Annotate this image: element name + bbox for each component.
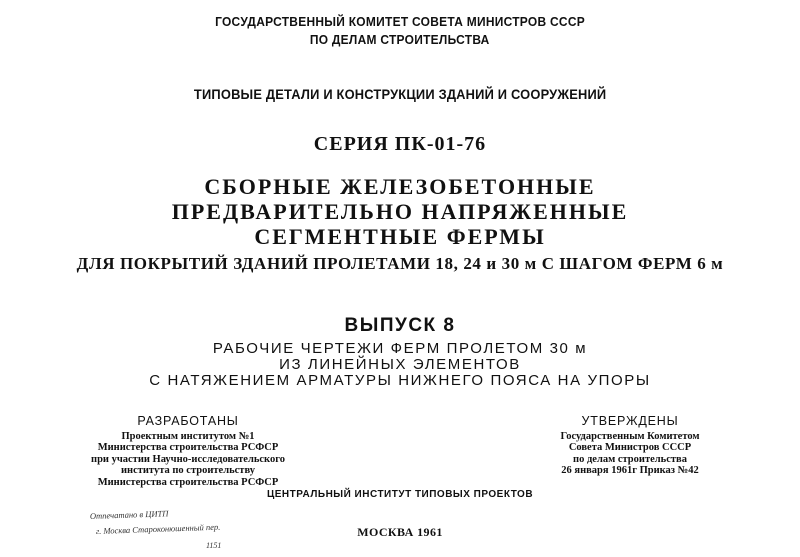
developed-line: Проектным институтом №1 xyxy=(121,430,255,442)
developed-line: при участии Научно-исследовательского xyxy=(91,453,285,465)
issue-line-3: С НАТЯЖЕНИЕМ АРМАТУРЫ НИЖНЕГО ПОЯСА НА УПОРЫ xyxy=(149,372,651,389)
city-year: МОСКВА 1961 xyxy=(357,525,443,539)
developed-line: института по строительству xyxy=(120,465,256,476)
agency-line-2: ПО ДЕЛАМ СТРОИТЕЛЬСТВА xyxy=(310,32,490,47)
series-topic: ТИПОВЫЕ ДЕТАЛИ И КОНСТРУКЦИИ ЗДАНИЙ И СООРУЖЕНИЙ xyxy=(193,86,607,102)
title-line-2: ПРЕДВАРИТЕЛЬНО НАПРЯЖЕННЫЕ xyxy=(171,199,629,224)
title-line-4: ДЛЯ ПОКРЫТИЙ ЗДАНИЙ ПРОЛЕТАМИ 18, 24 и 30 м С ШАГОМ ФЕРМ 6 м xyxy=(76,254,724,273)
approved-heading: УТВЕРЖДЕНЫ xyxy=(581,414,679,428)
agency-line-1: ГОСУДАРСТВЕННЫЙ КОМИТЕТ СОВЕТА МИНИСТРОВ СССР xyxy=(215,14,585,29)
approved-block xyxy=(530,416,730,477)
issue-line-1: РАБОЧИЕ ЧЕРТЕЖИ ФЕРМ ПРОЛЕТОМ 30 м xyxy=(212,340,588,357)
series-code: СЕРИЯ ПК-01-76 xyxy=(313,133,487,155)
developed-line: Министерства строительства РСФСР xyxy=(97,442,279,453)
publisher-institute: ЦЕНТРАЛЬНЫЙ ИНСТИТУТ ТИПОВЫХ ПРОЕКТОВ xyxy=(266,489,534,500)
handwritten-line-1: Отпечатано в ЦИТП xyxy=(89,508,169,521)
title-line-3: СЕГМЕНТНЫЕ ФЕРМЫ xyxy=(254,224,546,249)
developed-heading: РАЗРАБОТАНЫ xyxy=(137,414,239,428)
handwritten-line-3: 1151 xyxy=(206,541,222,550)
developed-block xyxy=(88,416,288,488)
approved-line: Государственным Комитетом xyxy=(560,430,700,442)
handwritten-line-2: г. Москва Староконюшенный пер. xyxy=(95,521,221,536)
approved-line: Совета Министров СССР xyxy=(568,442,692,453)
approved-line: 26 января 1961г Приказ №42 xyxy=(561,465,699,476)
title-line-1: СБОРНЫЕ ЖЕЛЕЗОБЕТОННЫЕ xyxy=(204,174,596,199)
issue-number: ВЫПУСК 8 xyxy=(344,315,456,336)
issue-line-2: ИЗ ЛИНЕЙНЫХ ЭЛЕМЕНТОВ xyxy=(279,356,521,373)
handwritten-note xyxy=(86,506,276,552)
approved-line: по делам строительства xyxy=(573,453,687,465)
developed-line: Министерства строительства РСФСР xyxy=(97,476,279,488)
